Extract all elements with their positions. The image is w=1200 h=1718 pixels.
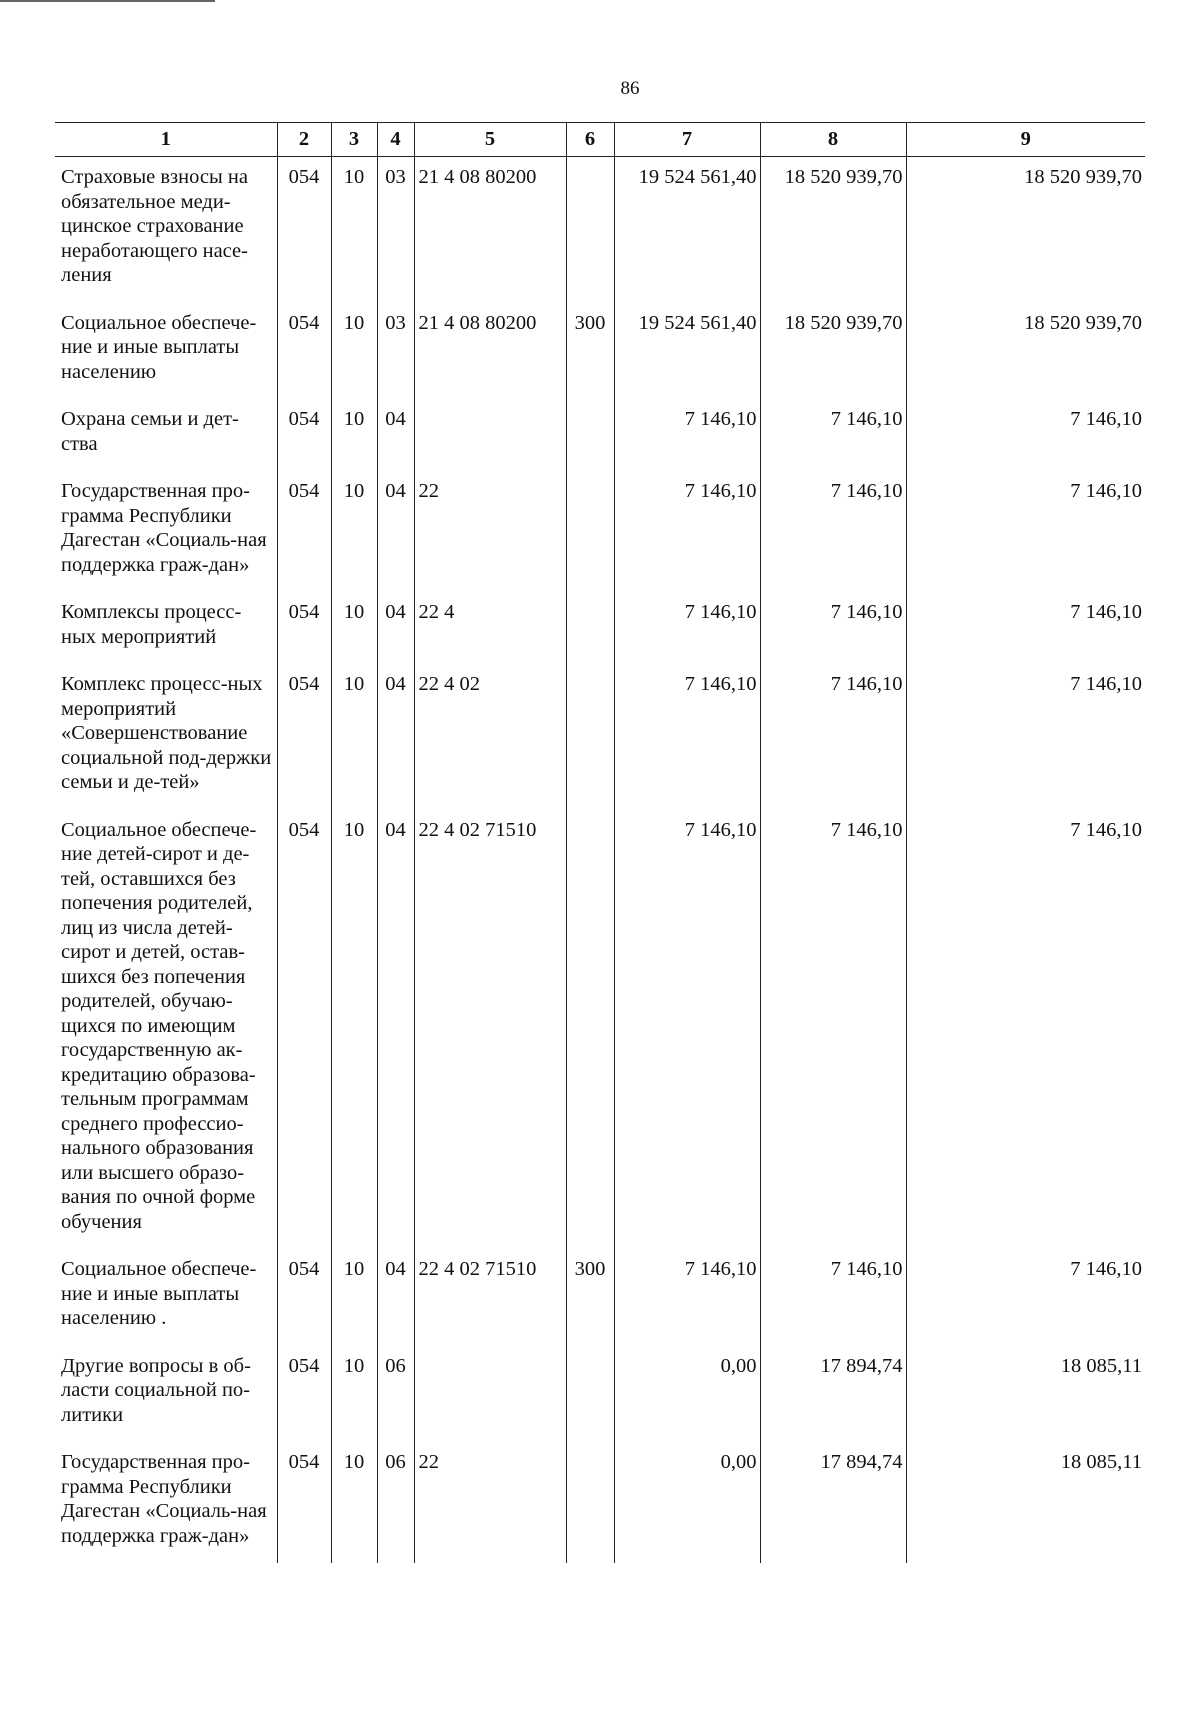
expense-type-cell: 300 <box>566 303 614 400</box>
row-name-cell <box>55 664 277 810</box>
target-article-cell: 22 4 02 71510 <box>414 1249 566 1346</box>
amount-col8-cell: 7 146,10 <box>760 664 906 810</box>
header-row <box>55 123 1145 157</box>
page-number: 86 <box>620 78 640 99</box>
row-name-cell <box>55 1346 277 1443</box>
row-name-cell <box>55 471 277 592</box>
amount-col7-cell: 0,00 <box>614 1346 760 1443</box>
row-name-text: Социальное обеспече-ние и иные выплаты населению <box>61 311 257 383</box>
row-name-text: Комплексы процесс-ных мероприятий <box>61 601 242 648</box>
amount-col7-cell: 7 146,10 <box>614 399 760 471</box>
chapter-code-cell: 10 <box>331 1442 377 1563</box>
column-header: 8 <box>760 123 906 157</box>
section-code-cell: 054 <box>277 810 331 1250</box>
expense-type-cell <box>566 664 614 810</box>
amount-col9-cell: 7 146,10 <box>906 1249 1145 1346</box>
amount-col8-cell: 7 146,10 <box>760 399 906 471</box>
table-row <box>55 664 1145 810</box>
row-name-cell <box>55 399 277 471</box>
subsection-code-cell: 04 <box>377 471 414 592</box>
subsection-code-cell: 04 <box>377 592 414 664</box>
column-header: 3 <box>331 123 377 157</box>
section-code-cell: 054 <box>277 664 331 810</box>
section-code-cell: 054 <box>277 399 331 471</box>
amount-col9-cell: 18 520 939,70 <box>906 157 1145 303</box>
expense-type-cell <box>566 471 614 592</box>
target-article-cell: 22 <box>414 471 566 592</box>
target-article-cell: 22 4 02 71510 <box>414 810 566 1250</box>
amount-col9-cell: 18 520 939,70 <box>906 303 1145 400</box>
subsection-code-cell: 04 <box>377 810 414 1250</box>
chapter-code-cell: 10 <box>331 157 377 303</box>
subsection-code-cell: 03 <box>377 157 414 303</box>
table-row <box>55 157 1145 303</box>
row-name-cell <box>55 157 277 303</box>
column-header: 2 <box>277 123 331 157</box>
expense-type-cell <box>566 1346 614 1443</box>
amount-col8-cell: 17 894,74 <box>760 1346 906 1443</box>
table-body <box>55 157 1145 1564</box>
amount-col8-cell: 18 520 939,70 <box>760 157 906 303</box>
table-row <box>55 810 1145 1250</box>
amount-col7-cell: 19 524 561,40 <box>614 157 760 303</box>
row-name-text: Охрана семьи и дет-ства <box>61 408 239 455</box>
amount-col9-cell: 18 085,11 <box>906 1442 1145 1563</box>
row-name-text: Другие вопросы в об-ласти социальной по-литики <box>61 1354 251 1426</box>
expense-type-cell <box>566 592 614 664</box>
section-code-cell: 054 <box>277 1442 331 1563</box>
subsection-code-cell: 06 <box>377 1442 414 1563</box>
target-article-cell: 22 4 <box>414 592 566 664</box>
table-row <box>55 1249 1145 1346</box>
budget-table <box>55 122 1145 1563</box>
subsection-code-cell: 03 <box>377 303 414 400</box>
subsection-code-cell: 04 <box>377 1249 414 1346</box>
expense-type-cell <box>566 810 614 1250</box>
amount-col9-cell: 7 146,10 <box>906 664 1145 810</box>
amount-col9-cell: 7 146,10 <box>906 471 1145 592</box>
chapter-code-cell: 10 <box>331 664 377 810</box>
table-row <box>55 1346 1145 1443</box>
subsection-code-cell: 04 <box>377 664 414 810</box>
row-name-cell <box>55 592 277 664</box>
amount-col7-cell: 19 524 561,40 <box>614 303 760 400</box>
target-article-cell: 22 <box>414 1442 566 1563</box>
expense-type-cell <box>566 1442 614 1563</box>
section-code-cell: 054 <box>277 1346 331 1443</box>
top-scan-rule <box>0 0 215 2</box>
chapter-code-cell: 10 <box>331 303 377 400</box>
column-header: 9 <box>906 123 1145 157</box>
amount-col7-cell: 7 146,10 <box>614 471 760 592</box>
target-article-cell: 21 4 08 80200 <box>414 303 566 400</box>
column-header: 5 <box>414 123 566 157</box>
column-header: 4 <box>377 123 414 157</box>
amount-col7-cell: 7 146,10 <box>614 1249 760 1346</box>
row-name-text: Государственная про-грамма Республики Дагестан «Социаль-ная поддержка граж-дан» <box>61 480 267 576</box>
row-name-text: Страховые взносы на обязательное меди-цинское страхование неработающего насе-ления <box>61 166 248 286</box>
column-header: 7 <box>614 123 760 157</box>
row-name-cell <box>55 1249 277 1346</box>
amount-col7-cell: 7 146,10 <box>614 592 760 664</box>
section-code-cell: 054 <box>277 471 331 592</box>
chapter-code-cell: 10 <box>331 1249 377 1346</box>
chapter-code-cell: 10 <box>331 1346 377 1443</box>
row-name-cell <box>55 1442 277 1563</box>
amount-col9-cell: 7 146,10 <box>906 399 1145 471</box>
row-name-cell <box>55 810 277 1250</box>
row-name-text: Социальное обеспече-ние детей-сирот и де-тей, оставшихся без попечения родителей, лиц из числа детей-сирот и детей, остав-шихся без попечения родителей, обучаю-щихся по имеющим государственную ак-кредитацию образова-тельным программам среднего профессио-нального образования или высшего образо-вания по очной форме обучения <box>61 818 257 1233</box>
row-name-cell <box>55 303 277 400</box>
table-row <box>55 1442 1145 1563</box>
amount-col8-cell: 7 146,10 <box>760 471 906 592</box>
expense-type-cell <box>566 399 614 471</box>
target-article-cell: 21 4 08 80200 <box>414 157 566 303</box>
table-row <box>55 303 1145 400</box>
amount-col8-cell: 18 520 939,70 <box>760 303 906 400</box>
chapter-code-cell: 10 <box>331 810 377 1250</box>
subsection-code-cell: 06 <box>377 1346 414 1443</box>
column-header: 6 <box>566 123 614 157</box>
row-name-text: Комплекс процесс-ных мероприятий «Совершенствование социальной под-держки семьи и де-тей» <box>61 673 272 793</box>
target-article-cell <box>414 399 566 471</box>
column-header: 1 <box>55 123 277 157</box>
table-row <box>55 399 1145 471</box>
table-header <box>55 123 1145 157</box>
amount-col9-cell: 18 085,11 <box>906 1346 1145 1443</box>
row-name-text: Социальное обеспече-ние и иные выплаты населению . <box>61 1258 257 1329</box>
amount-col8-cell: 7 146,10 <box>760 592 906 664</box>
target-article-cell <box>414 1346 566 1443</box>
subsection-code-cell: 04 <box>377 399 414 471</box>
expense-type-cell: 300 <box>566 1249 614 1346</box>
chapter-code-cell: 10 <box>331 592 377 664</box>
section-code-cell: 054 <box>277 303 331 400</box>
section-code-cell: 054 <box>277 157 331 303</box>
amount-col7-cell: 7 146,10 <box>614 810 760 1250</box>
chapter-code-cell: 10 <box>331 471 377 592</box>
expense-type-cell <box>566 157 614 303</box>
amount-col8-cell: 7 146,10 <box>760 1249 906 1346</box>
table-row <box>55 592 1145 664</box>
amount-col8-cell: 17 894,74 <box>760 1442 906 1563</box>
amount-col7-cell: 0,00 <box>614 1442 760 1563</box>
amount-col8-cell: 7 146,10 <box>760 810 906 1250</box>
target-article-cell: 22 4 02 <box>414 664 566 810</box>
section-code-cell: 054 <box>277 1249 331 1346</box>
amount-col9-cell: 7 146,10 <box>906 592 1145 664</box>
section-code-cell: 054 <box>277 592 331 664</box>
amount-col9-cell: 7 146,10 <box>906 810 1145 1250</box>
amount-col7-cell: 7 146,10 <box>614 664 760 810</box>
row-name-text: Государственная про-грамма Республики Дагестан «Социаль-ная поддержка граж-дан» <box>61 1451 267 1547</box>
chapter-code-cell: 10 <box>331 399 377 471</box>
table-row <box>55 471 1145 592</box>
